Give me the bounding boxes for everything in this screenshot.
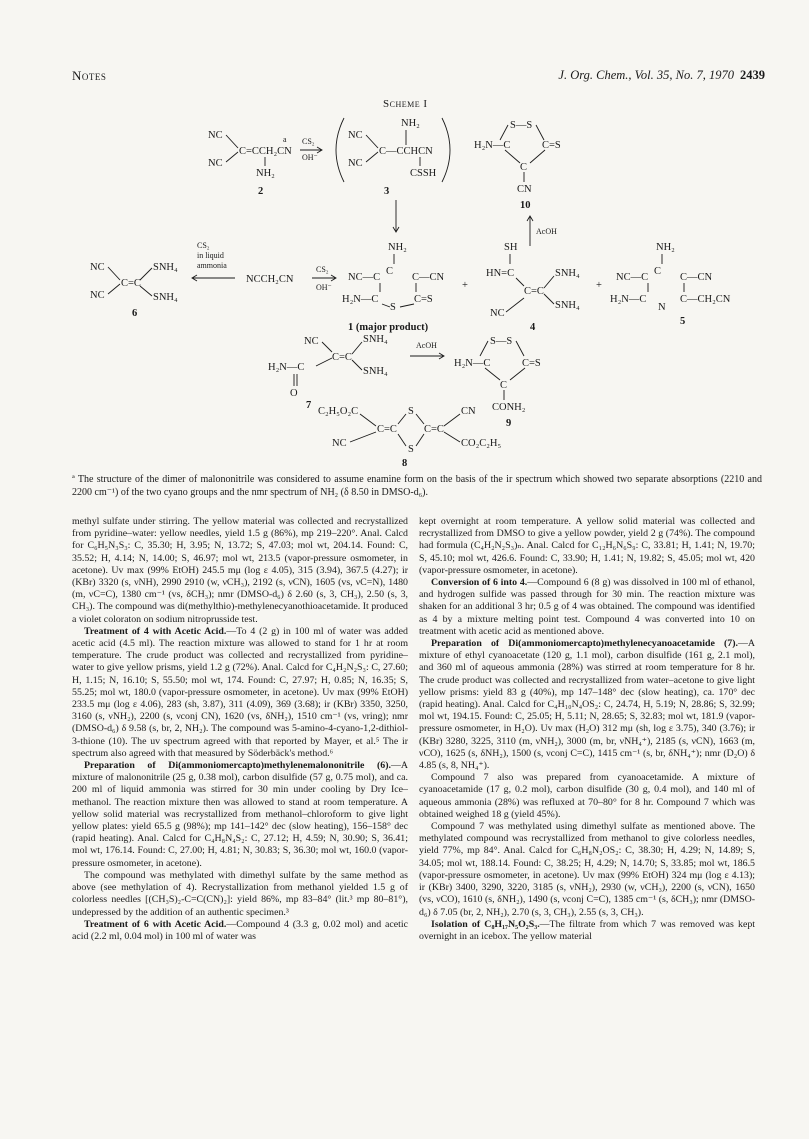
svg-text:C=C: C=C	[424, 424, 444, 435]
svg-text:H₂N—C: H₂N—C	[268, 362, 305, 373]
svg-text:C: C	[500, 380, 508, 391]
structure-6	[90, 262, 178, 303]
svg-text:C=S: C=S	[522, 358, 541, 369]
scheme-title: Scheme I	[383, 98, 428, 110]
svg-text:NC: NC	[490, 308, 505, 319]
svg-text:SNH₄: SNH₄	[363, 334, 388, 345]
reagent-oh-c: OH⁻	[316, 283, 332, 292]
svg-text:a: a	[283, 135, 287, 144]
compound-label-3: 3	[384, 186, 390, 197]
svg-text:C=S: C=S	[542, 140, 561, 151]
svg-text:NH₂: NH₂	[656, 242, 675, 253]
structure-10	[474, 120, 561, 195]
compound-label-1: 1 (major product)	[348, 322, 429, 333]
paragraph: methyl sulfate under stirring. The yellow material was collected and recrystallized from pyridine–water: yellow needles, yield 1.5 g (86%), mp 219–220°. Anal. Calcd for C₆H₅N₃S₃: C, 35.30; H, 3.95; N, 13.72; S, 47.03; mol wt, 204.14. Found: C, 35.52; H, 4.14; N, 14.00; S, 46.97; mol wt, 213.5 (vapor-pressure osmometer, in acetone). Uv max (99% EtOH) 245.5 mμ (log ε 4.05), 315 (3.94), 367.5 (4.27); ir (KBr) 3320 (s, νNH), 2990 2910 (w, νCH₃), 2192 (s, νCN), 1605 (vs, νC=N), 1480 (m, νC=C), 1380 cm⁻¹ (vs, δCH₃); nmr (DMSO-d₆) δ 2.60 (s, 3, CH₃), 2.50 (s, 3, CH₃). The compound was di(methylthio)-methylenecyanothioacetamide. It produced a violet coloraton on sodium nitroprusside test.	[72, 516, 408, 625]
svg-text:NH₂: NH₂	[401, 118, 420, 129]
svg-text:NC: NC	[90, 290, 105, 301]
structure-7	[268, 334, 388, 399]
structure-1	[342, 242, 445, 313]
svg-text:N: N	[658, 302, 666, 313]
svg-text:S: S	[390, 302, 396, 313]
paragraph: Compound 7 also was prepared from cyanoacetamide. A mixture of cyanoacetamide (17 g, 0.2 mol), carbon disulfide (30 g, 0.4 mol), and 140 ml of aqueous ammonia (28%) was refluxed at 70–80° for 8 hr. Compound 7 which was obtained weighed 18 g (yield 45%).	[419, 772, 755, 820]
reagent-ammonia: ammonia	[197, 261, 227, 270]
compound-label-7: 7	[306, 400, 312, 411]
paragraph: Preparation of Di(ammoniomercapto)methylenecyanoacetamide (7).—A mixture of ethyl cyanoacetate (120 g, 1.1 mol), carbon disulfide (161 g, 2.1 mol), and 360 ml of aqueous ammonia (28%) was stirred at room temperature for 8 hr. The crude product was collected and recrystallized from water–acetone to give light yellow prisms: yield 83 g (40%), mp 147–148° dec (slow heating), ca. 170° dec (rapid heating). Anal. Calcd for C₄H₁₀N₄OS₂: C, 24.74, H, 5.19; N, 28.86; S, 32.99; mol wt, 194.15. Found: C, 25.05; H, 5.11; N, 28.65; S, 32.83; mol wt, 181.9 (vapor-pressure osmometer, in H₂O). Uv max (H₂O) 312 mμ (sh, log ε 3.75), 340 (3.76); ir (KBr) 3280, 3225, 3110 (m, νNH₂), 3000 (m, br, νNH₄⁺), 2185 (s, νCN), 1663 (m, νCO), 1625 (s, δNH₂), 1500 (s, νconj C=C), 1415 cm⁻¹ (s, br, δNH₄⁺); nmr (D₂O) δ 4.85 (s, 8, NH₄⁺).	[419, 638, 755, 772]
structure-2	[208, 130, 292, 179]
svg-text:NC: NC	[208, 130, 223, 141]
svg-text:C: C	[520, 162, 528, 173]
paragraph: Preparation of Di(ammoniomercapto)methylenemalononitrile (6).—A mixture of malononitrile (25 g, 0.38 mol), carbon disulfide (57 g, 0.75 mol), and ca. 200 ml of liquid ammonia was stirred for 30 min under cooling by Dry Ice–methanol. The reaction mixture then was allowed to stand at room temperature. A yellow solid material was recrystallized from methanol–chloroform to give light yellow plates: yield 65.5 g (98%); mp 141–142° dec (slow heating), 156–158° dec (rapid heating). Anal. Calcd for C₄H₈N₄S₂: C, 27.12; H, 4.59; N, 30.90; S, 36.41; mol wt, 176.14. Found: C, 27.00; H, 4.81; N, 30.83; S, 36.30; mol wt, 160.0 (vapor-pressure osmometer, in acetone).	[72, 760, 408, 869]
compound-label-9: 9	[506, 418, 512, 429]
compound-label-5: 5	[680, 316, 686, 327]
svg-text:C=C: C=C	[332, 352, 352, 363]
section-heading: Treatment of 6 with Acetic Acid.	[84, 918, 227, 930]
svg-text:C=C: C=C	[524, 286, 544, 297]
reagent-cs2: CS₂	[302, 137, 315, 146]
svg-text:NH₂: NH₂	[388, 242, 407, 253]
svg-text:C—CN: C—CN	[412, 272, 445, 283]
svg-text:CO₂C₂H₅: CO₂C₂H₅	[461, 438, 502, 449]
svg-text:C: C	[654, 266, 662, 277]
svg-text:O: O	[290, 388, 298, 399]
svg-text:CN: CN	[517, 184, 532, 195]
structure-4	[486, 242, 580, 319]
svg-text:NC: NC	[332, 438, 347, 449]
svg-text:NC: NC	[348, 158, 363, 169]
compound-label-6: 6	[132, 308, 138, 319]
svg-text:CONH₂: CONH₂	[492, 402, 526, 413]
svg-text:NC—C: NC—C	[616, 272, 649, 283]
reagent-oh: OH⁻	[302, 153, 318, 162]
svg-text:S—S: S—S	[490, 336, 513, 347]
svg-text:C—CN: C—CN	[680, 272, 713, 283]
svg-text:SH: SH	[504, 242, 518, 253]
svg-text:SNH₄: SNH₄	[555, 300, 580, 311]
reagent-acoh-2: AcOH	[416, 341, 437, 350]
svg-text:NC: NC	[90, 262, 105, 273]
section-heading: Isolation of C₈H₁₇N₅O₂S₃.	[431, 918, 540, 930]
svg-text:SNH₄: SNH₄	[153, 262, 178, 273]
running-head-section: Notes	[72, 68, 107, 83]
svg-text:S—S: S—S	[510, 120, 533, 131]
svg-text:C—CCHCN: C—CCHCN	[379, 146, 433, 157]
section-heading: Preparation of Di(ammoniomercapto)methylenemalononitrile (6).	[84, 760, 391, 772]
reagent-acoh-1: AcOH	[536, 227, 557, 236]
structure-5	[610, 242, 731, 313]
paragraph: kept overnight at room temperature. A yellow solid material was collected and recrystallized from DMSO to give a yellow powder, yield 2 g (74%). The compound had formula (C₄H₂N₂S₃)ₙ. Anal. Calcd for C₁₂H₆N₆S₉: C, 33.81; H, 1.41; N, 19.70; S, 45.10; mol wt, 426.6. Found: C, 33.90; H, 1.41; N, 19.82; S, 45.05; mol wt, 420 (vapor-pressure osmometer, in acetone).	[419, 516, 755, 576]
svg-text:C=C: C=C	[121, 278, 141, 289]
page-number: 2439	[740, 68, 765, 82]
svg-text:H₂N—C: H₂N—C	[342, 294, 379, 305]
compound-label-10: 10	[520, 200, 531, 211]
svg-text:NC: NC	[348, 130, 363, 141]
svg-text:NH₂: NH₂	[256, 168, 275, 179]
svg-text:H₂N—C: H₂N—C	[474, 140, 511, 151]
svg-text:H₂N—C: H₂N—C	[610, 294, 647, 305]
svg-text:C=C: C=C	[377, 424, 397, 435]
paragraph: The compound was methylated with dimethyl sulfate by the same method as above (see methylation of 4). Recrystallization from methanol yielded 1.5 g of colorless needles [(CH₃S)₂-C=C(CN)₂]: yield 86%, mp 83–84° (lit.³ mp 80–81°), undepressed by the addition of an authentic specimen.³	[72, 869, 408, 918]
svg-text:SNH₄: SNH₄	[363, 366, 388, 377]
plus-2: +	[596, 280, 602, 291]
paragraph: Conversion of 6 into 4.—Compound 6 (8 g) was dissolved in 100 ml of ethanol, and hydrogen sulfide was passed through for 30 min. The reaction mixture was shaken for an additional 3 hr; 0.5 g of 4 was obtained. The compound was identified as 4 by a mixture melting point test. Compound 4 was converted into 10 on treatment with acetic acid as mentioned above.	[419, 577, 756, 637]
svg-text:H₂N—C: H₂N—C	[454, 358, 491, 369]
svg-text:NC: NC	[304, 336, 319, 347]
svg-text:NC—C: NC—C	[348, 272, 381, 283]
section-heading: Treatment of 4 with Acetic Acid.	[84, 625, 227, 637]
svg-text:CSSH: CSSH	[410, 168, 437, 179]
section-heading: Conversion of 6 into 4.	[431, 577, 528, 589]
left-column	[72, 516, 408, 943]
running-head-journal	[558, 68, 765, 83]
svg-text:HN=C: HN=C	[486, 268, 515, 279]
structure-8	[318, 406, 501, 455]
svg-text:C—CH₂CN: C—CH₂CN	[680, 294, 731, 305]
reagent-cs2-c: CS₂	[316, 265, 329, 274]
svg-text:S: S	[408, 406, 414, 417]
svg-text:SNH₄: SNH₄	[153, 292, 178, 303]
compound-label-8: 8	[402, 458, 408, 469]
reagent-cs2-b: CS₂	[197, 241, 210, 250]
scheme-footnote: ª The structure of the dimer of malononitrile was considered to assume enamine form on the basis of the ir spectrum which showed two separate absorptions (2210 and 2200 cm⁻¹) of the two cyano groups and the nmr spectrum of NH₂ (δ 8.50 in DMSO-d₆).	[72, 474, 762, 498]
svg-text:S: S	[408, 444, 414, 455]
journal-citation: J. Org. Chem., Vol. 35, No. 7, 1970	[558, 68, 734, 82]
svg-text:C=S: C=S	[414, 294, 433, 305]
paragraph: Compound 7 was methylated using dimethyl sulfate as mentioned above. The methylated compound was recrystallized from methanol to give colorless needles, yield 77%, mp 84°. Anal. Calcd for C₆H₈N₂OS₂: C, 38.30; H, 4.29; N, 14.89; S, 34.05; mol wt, 188.14. Found: C, 38.25; H, 4.29; N, 14.70; S, 33.85; mol wt, 186.5 (vapor-pressure osmometer, in acetone). Uv max (99% EtOH) 324 mμ (log ε 4.13); ir (KBr) 3400, 3290, 3220, 3185 (s, νNH₂), 2930 (w, νCH₃), 2200 (s, νCN), 1650 (vs, νCO), 1610 (s, δNH₂), 1490 (s, νconj C=C), 1385 cm⁻¹ (s, δCH₃); nmr (DMSO-d₆) δ 7.05 (br, 2, NH₂), 2.70 (s, 3, CH₃), 2.55 (s, 3, CH₃).	[419, 821, 755, 918]
section-heading: Preparation of Di(ammoniomercapto)methylenecyanoacetamide (7).	[431, 638, 738, 650]
structure-3	[336, 118, 450, 182]
paragraph: Treatment of 6 with Acetic Acid.—Compound 4 (3.3 g, 0.02 mol) and acetic acid (2.2 ml, 0.04 mol) in 100 ml of water was	[72, 918, 408, 942]
paragraph: Treatment of 4 with Acetic Acid.—To 4 (2 g) in 100 ml of water was added acetic acid (4.5 ml). The reaction mixture was allowed to stand for 1 hr at room temperature. The crude product was collected and recrystallized from pyridine–water to give yellow prisms, yield 1.2 g (72%). Anal. Calcd for C₄H₂N₂S₃: C, 27.60; H, 1.15; N, 16.10; S, 55.50; mol wt, 174. Found: C, 27.97; H, 0.85; N, 16.35; S, 55.25; mol wt, 180.0 (vapor-pressure osmometer, in acetone). Uv max (99% EtOH) 233.5 mμ (log ε 4.06), 283 (sh, 3.87), 311 (4.09), 369 (3.68); ir (KBr) 3350, 3250, 3160 (s, νNH₂), 2200 (s, νconj CN), 1620 (vs, δNH₂), 1510 cm⁻¹ (vs, νring); nmr (DMSO-d₆) δ 9.58 (s, br, 2, NH₂). The compound was 5-amino-4-cyano-1,2-dithiol-3-thione (10). The uv spectrum agreed with that reported by Mayer, et al.⁵ The ir spectrum also agreed with that measured by Söderbäck's method.⁶	[72, 625, 408, 759]
svg-text:CN: CN	[461, 406, 476, 417]
malononitrile: NCCH₂CN	[246, 274, 294, 285]
compound-label-2: 2	[258, 186, 264, 197]
svg-text:NC: NC	[208, 158, 223, 169]
svg-text:SNH₄: SNH₄	[555, 268, 580, 279]
right-column	[419, 516, 755, 943]
svg-text:C=CCH₂CN: C=CCH₂CN	[239, 146, 292, 157]
svg-text:C: C	[386, 266, 394, 277]
svg-text:C₂H₅O₂C: C₂H₅O₂C	[318, 406, 359, 417]
paragraph: Isolation of C₈H₁₇N₅O₂S₃.—The filtrate from which 7 was removed was kept overnight in an icebox. The yellow material	[419, 918, 756, 942]
reagent-liquid: in liquid	[197, 251, 224, 260]
structure-9	[454, 336, 541, 413]
reaction-scheme	[60, 108, 760, 470]
compound-label-4: 4	[530, 322, 536, 333]
plus-1: +	[462, 280, 468, 291]
